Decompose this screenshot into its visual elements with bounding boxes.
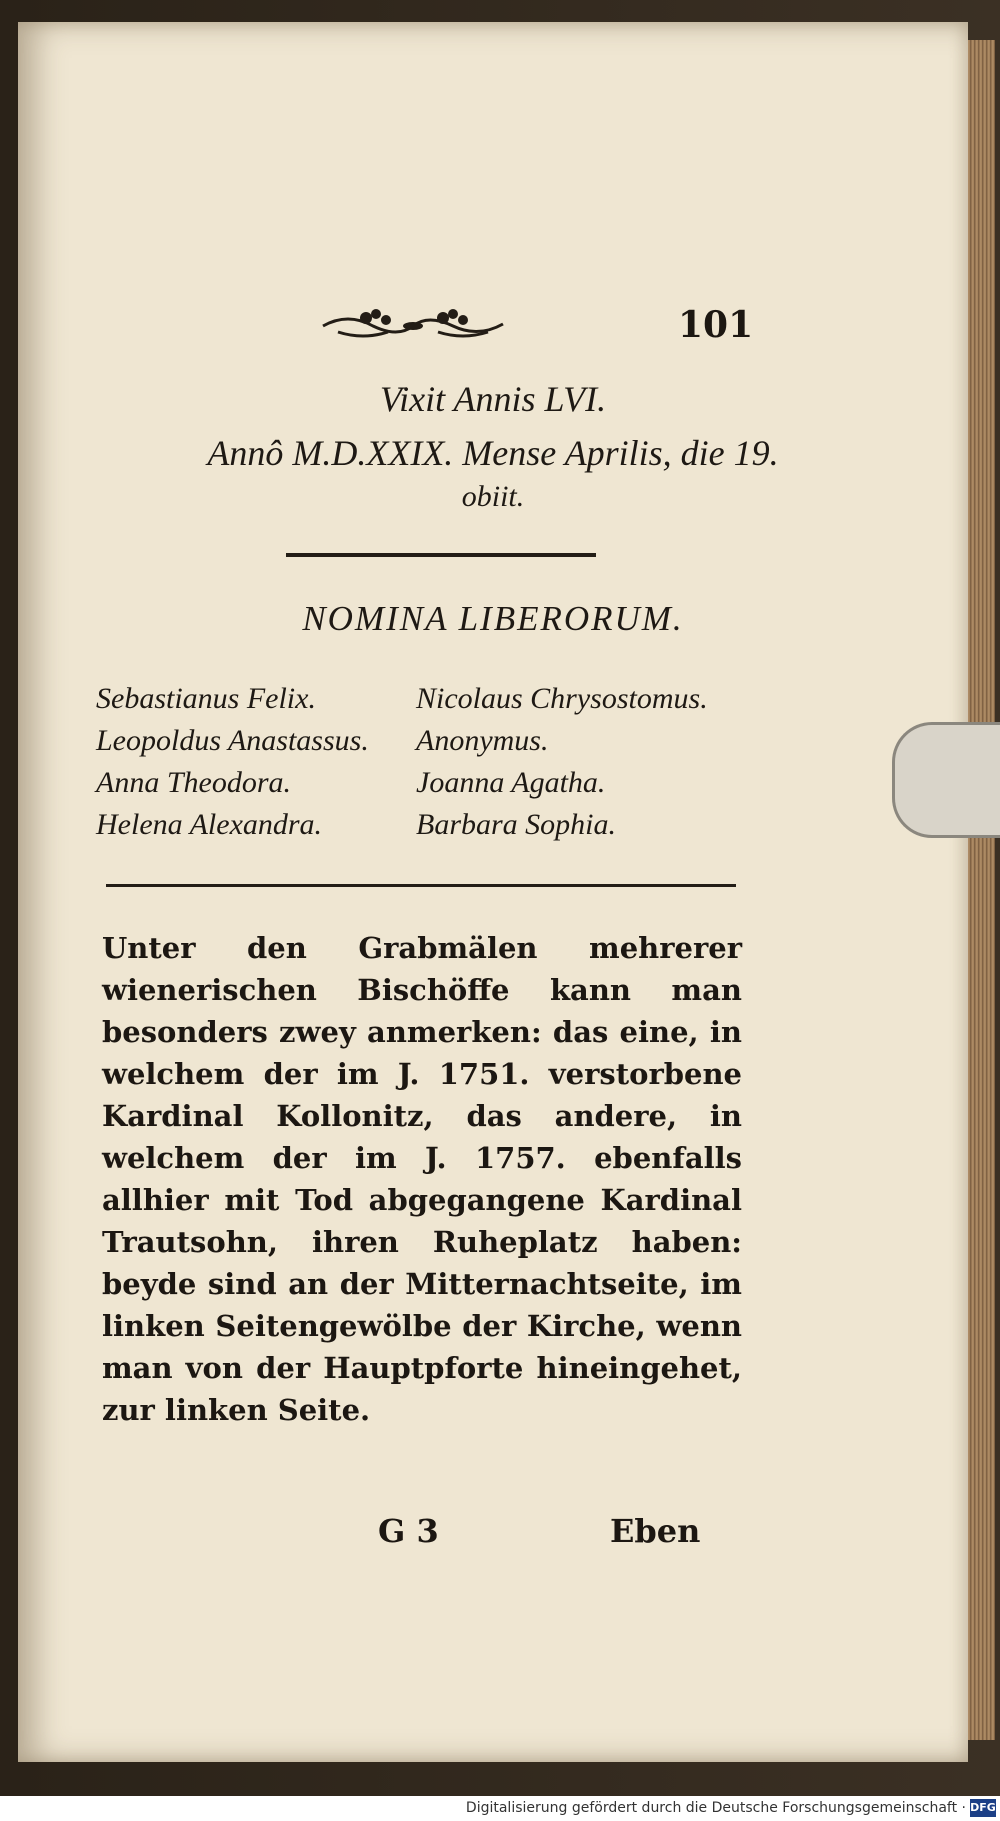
page-tab-marker: [892, 722, 1000, 838]
epitaph-line-3: obiit.: [461, 480, 525, 513]
child-name: Helena Alexandra.: [96, 808, 323, 841]
divider-short: [286, 553, 596, 557]
credit-text: Digitalisierung gefördert durch die Deutsche Forschungsgemeinschaft ·: [465, 1800, 966, 1816]
floral-ornament-icon: [318, 304, 508, 344]
divider-long: [106, 884, 736, 887]
section-title: NOMINA LIBERORUM.: [302, 599, 684, 638]
child-name: Nicolaus Chrysostomus.: [416, 682, 708, 715]
body-paragraph: Unter den Grabmälen mehrerer wienerischen Bischöffe kann man besonders zwey anmerken: das eine, in welchem der im J. 1751. verstorbene Kardinal Kollonitz, das andere, in welchem der im J. 1757. ebenfalls allhier mit Tod abgegangene Kardinal Trautsohn, ihren Ruheplatz haben: beyde sind an der Mitternachtseite, im linken Seitengewölbe der Kirche, wenn man von der Hauptpforte hineingehet, zur linken Seite.: [102, 931, 742, 1427]
book-page: [18, 22, 968, 1762]
child-name: Anonymus.: [416, 724, 549, 757]
child-name: Anna Theodora.: [96, 766, 291, 799]
page-header: [18, 304, 968, 354]
children-list: [96, 682, 776, 842]
page-footer: [18, 1512, 968, 1562]
dfg-logo: DFG: [970, 1799, 996, 1817]
child-name: Leopoldus Anastassus.: [96, 724, 369, 757]
child-name: Sebastianus Felix.: [96, 682, 316, 715]
child-name: Joanna Agatha.: [416, 766, 606, 799]
epitaph-line-2: Annô M.D.XXIX. Mense Aprilis, die 19.: [207, 433, 779, 473]
catchword: Eben: [610, 1512, 701, 1550]
page-number: 101: [678, 304, 754, 346]
child-name: Barbara Sophia.: [416, 808, 617, 841]
signature-mark: G 3: [378, 1512, 439, 1550]
credit-bar: [0, 1796, 1000, 1821]
epitaph-line-1: Vixit Annis LVI.: [379, 379, 607, 419]
